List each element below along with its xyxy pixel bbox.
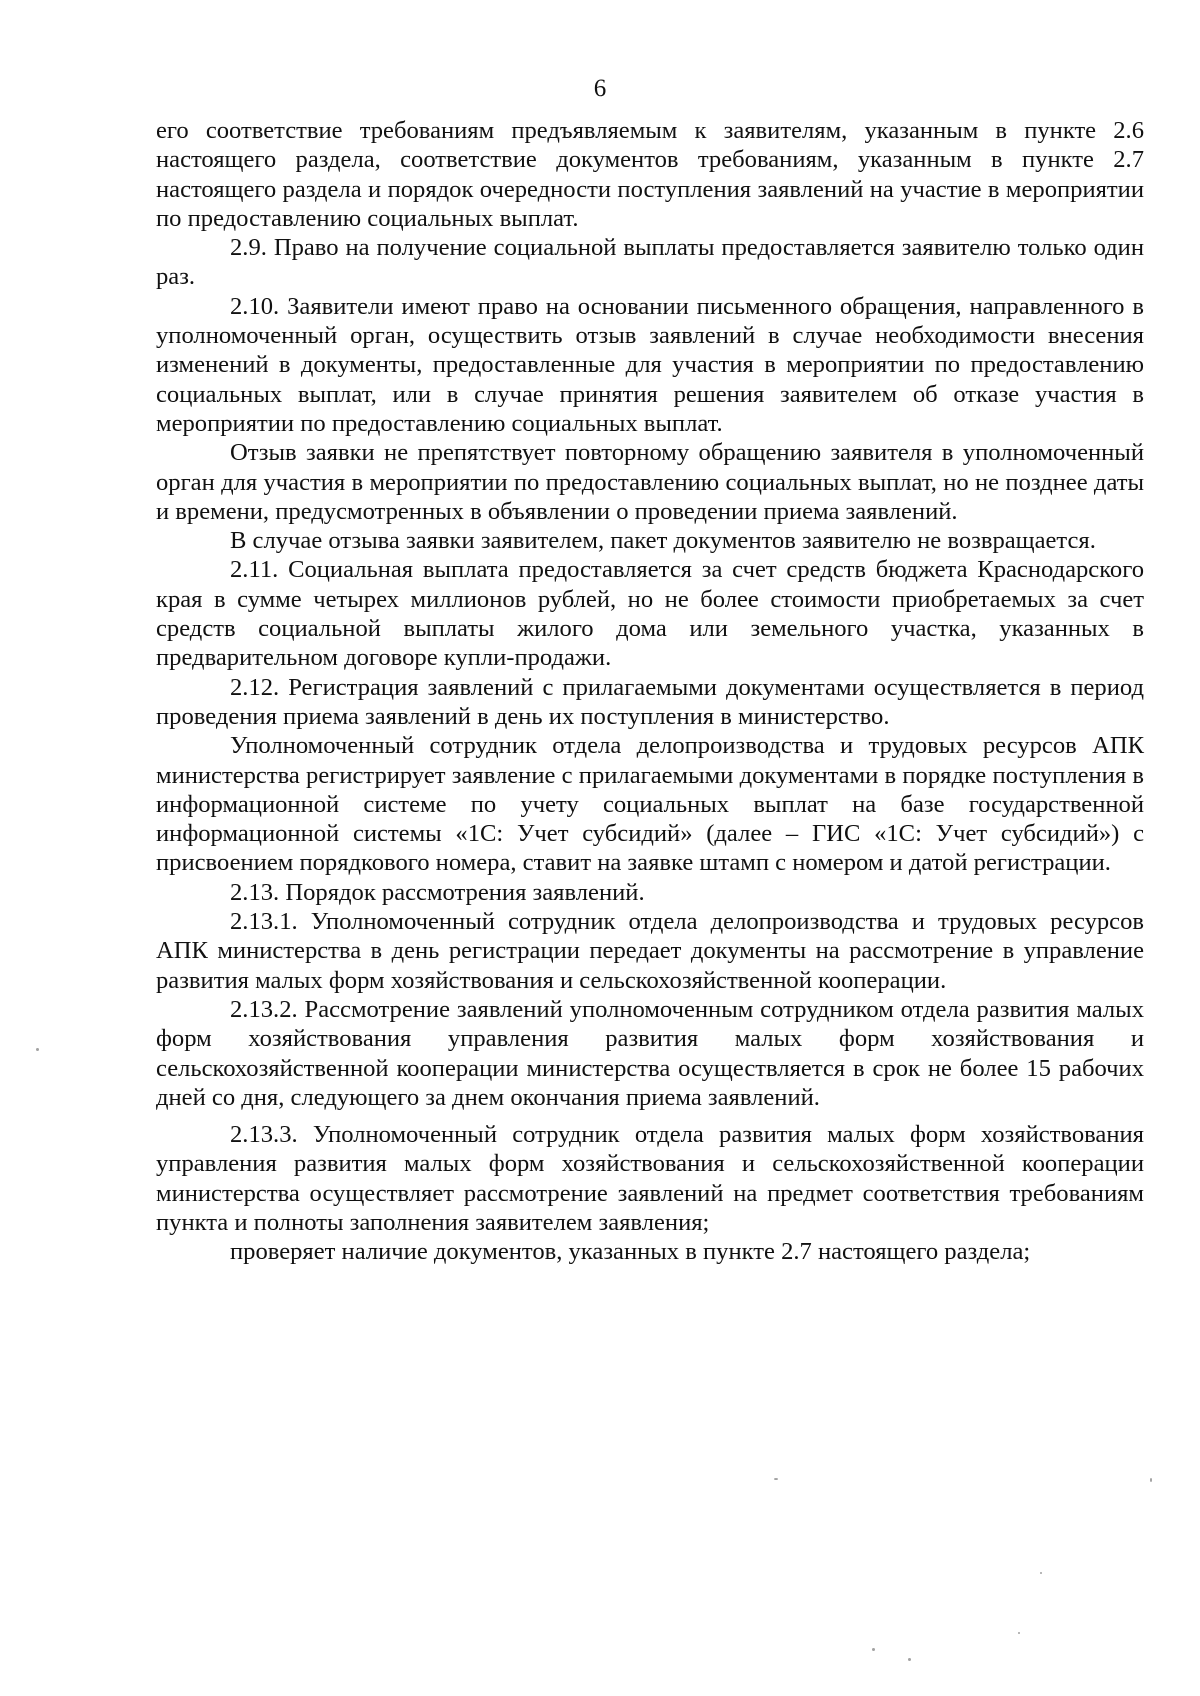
page-number: 6 [593,75,607,102]
document-body [156,116,1144,1267]
scan-speck [1018,1632,1020,1634]
paragraph-2-11: 2.11. Социальная выплата предоставляется за счет средств бюджета Краснодарского края в сумме четырех миллионов рублей, но не более стоимости приобретаемых за счет средств социальной выплаты жилого дома или земельного участка, указанных в предварительном договоре купли-продажи. [156,556,1144,672]
paragraph-2-13-3: 2.13.3. Уполномоченный сотрудник отдела развития малых форм хозяйствования управления развития малых форм хозяйствования и сельскохозяйственной кооперации министерства осуществляет рассмотрение заявлений на предмет соответствия требованиям пункта и полноты заполнения заявителем заявления; [156,1121,1144,1236]
scan-speck [908,1658,911,1661]
paragraph-2-13-2: 2.13.2. Рассмотрение заявлений уполномоченным сотрудником отдела развития малых форм хозяйствования управления развития малых форм хозяйствования и сельскохозяйственной кооперации министерства осуществляется в срок не более 15 рабочих дней со дня, следующего за днем окончания приема заявлений. [156,995,1144,1111]
paragraph-2-12: 2.12. Регистрация заявлений с прилагаемыми документами осуществляется в период проведения приема заявлений в день их поступления в министерство. [156,673,1144,730]
paragraph-2-13-1: 2.13.1. Уполномоченный сотрудник отдела делопроизводства и трудовых ресурсов АПК министерства в день регистрации передает документы на рассмотрение в управление развития малых форм хозяйствования и сельскохозяйственной кооперации. [156,908,1144,994]
paragraph-documents-not-returned: В случае отзыва заявки заявителем, пакет документов заявителю не возвращается. [230,527,1096,555]
paragraph-2-10: 2.10. Заявители имеют право на основании письменного обращения, направленного в уполномоченный орган, осуществить отзыв заявлений в случае необходимости внесения изменений в документы, предоставленные для участия в мероприятии по предоставлению социальных выплат, или в случае принятия решения заявителем об отказе участия в мероприятии по предоставлению социальных выплат. [156,292,1144,437]
paragraph-2-13: 2.13. Порядок рассмотрения заявлений. [230,878,645,906]
paragraph-withdrawal: Отзыв заявки не препятствует повторному обращению заявителя в уполномоченный орган для участия в мероприятии по предоставлению социальных выплат, но не позднее даты и времени, предусмотренных в объявлении о проведении приема заявлений. [156,439,1144,525]
scan-speck [1040,1572,1042,1574]
paragraph-2-9: 2.9. Право на получение социальной выплаты предоставляется заявителю только один раз. [156,234,1144,291]
paragraph-continuation: его соответствие требованиям предъявляемым к заявителям, указанным в пункте 2.6 настоящего раздела, соответствие документов требованиям, указанным в пункте 2.7 настоящего раздела и порядок очередности поступления заявлений на участие в мероприятии по предоставлению социальных выплат. [156,117,1144,232]
paragraph-checks-documents: проверяет наличие документов, указанных в пункте 2.7 настоящего раздела; [230,1238,1031,1266]
paragraph-registration: Уполномоченный сотрудник отдела делопроизводства и трудовых ресурсов АПК министерства регистрирует заявление с прилагаемыми документами в порядке поступления в информационной системе по учету социальных выплат на базе государственной информационной системы «1С: Учет субсидий» (далее – ГИС «1С: Учет субсидий») с присвоением порядкового номера, ставит на заявке штамп с номером и датой регистрации. [156,732,1144,877]
scan-speck [1150,1478,1152,1482]
scan-speck [872,1648,875,1651]
scan-speck [36,1048,39,1051]
scan-speck [774,1478,778,1480]
